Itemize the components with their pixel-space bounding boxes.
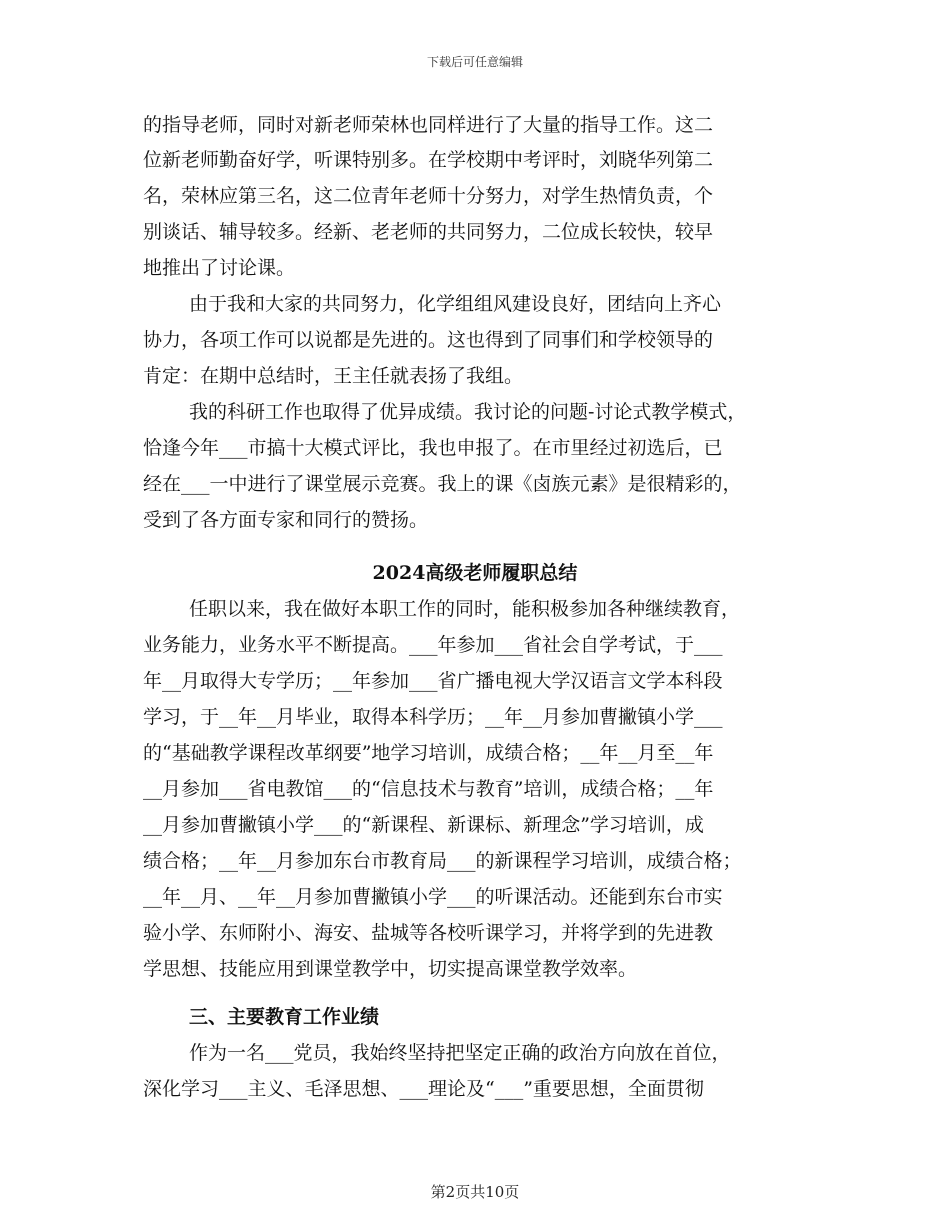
body-line: 经在___一中进行了课堂展示竞赛。我上的课《卤族元素》是很精彩的， [143,473,742,495]
section-line: __月参加___省电教馆___的“信息技术与教育”培训，成绩合格；__年 [143,778,714,800]
section-line: __月参加曹撇镇小学___的“新课程、新课标、新理念”学习培训，成 [143,814,704,836]
section-line: 任职以来，我在做好本职工作的同时，能积极参加各种继续教育， [189,598,741,620]
section-line: 业务能力，业务水平不断提高。___年参加___省社会自学考试，于___ [143,634,723,656]
section-line: 的“基础教学课程改革纲要”地学习培训，成绩合格；__年__月至__年 [143,742,714,764]
body-line: 位新老师勤奋好学，听课特别多。在学校期中考评时，刘晓华列第二 [143,149,714,171]
body-line: 肯定：在期中总结时，王主任就表扬了我组。 [143,365,524,387]
page-header: 下载后可任意编辑 [426,55,523,69]
body-line: 名，荣林应第三名，这二位青年老师十分努力，对学生热情负责，个 [143,185,714,207]
section-line: __年__月、__年__月参加曹撇镇小学___的听课活动。还能到东台市实 [143,886,723,908]
section-line: 学习，于__年__月毕业，取得本科学历；__年__月参加曹撇镇小学___ [143,706,723,728]
body-line: 由于我和大家的共同努力，化学组组风建设良好，团结向上齐心 [189,293,722,315]
body-line: 我的科研工作也取得了优异成绩。我讨论的问题-讨论式教学模式， [189,401,747,423]
section-line: 绩合格；__年__月参加东台市教育局___的新课程学习培训，成绩合格； [143,850,742,872]
body-line: 地推出了讨论课。 [143,257,296,279]
page-footer: 第2页共10页 [430,1183,520,1201]
body-line: 深化学习___主义、毛泽思想、___理论及“___”重要思想，全面贯彻 [143,1078,704,1100]
section-line: 年__月取得大专学历；__年参加___省广播电视大学汉语言文学本科段 [143,670,723,692]
body-line: 受到了各方面专家和同行的赞扬。 [143,509,429,531]
body-line: 作为一名___党员，我始终坚持把坚定正确的政治方向放在首位， [189,1042,731,1064]
section-heading: 三、主要教育工作业绩 [189,1006,380,1028]
body-line: 协力，各项工作可以说都是先进的。这也得到了同事们和学校领导的 [143,329,714,351]
body-line: 的指导老师，同时对新老师荣林也同样进行了大量的指导工作。这二 [143,114,714,136]
section-line: 验小学、东师附小、海安、盐城等各校听课学习，并将学到的先进教 [143,922,714,944]
section-title: 2024高级老师履职总结 [372,562,578,584]
body-line: 恰逢今年___市搞十大模式评比，我也申报了。在市里经过初选后，已 [143,437,723,459]
body-line: 别谈话、辅导较多。经新、老老师的共同努力，二位成长较快，较早 [143,221,714,243]
section-line: 学思想、技能应用到课堂教学中，切实提高课堂教学效率。 [143,958,638,980]
